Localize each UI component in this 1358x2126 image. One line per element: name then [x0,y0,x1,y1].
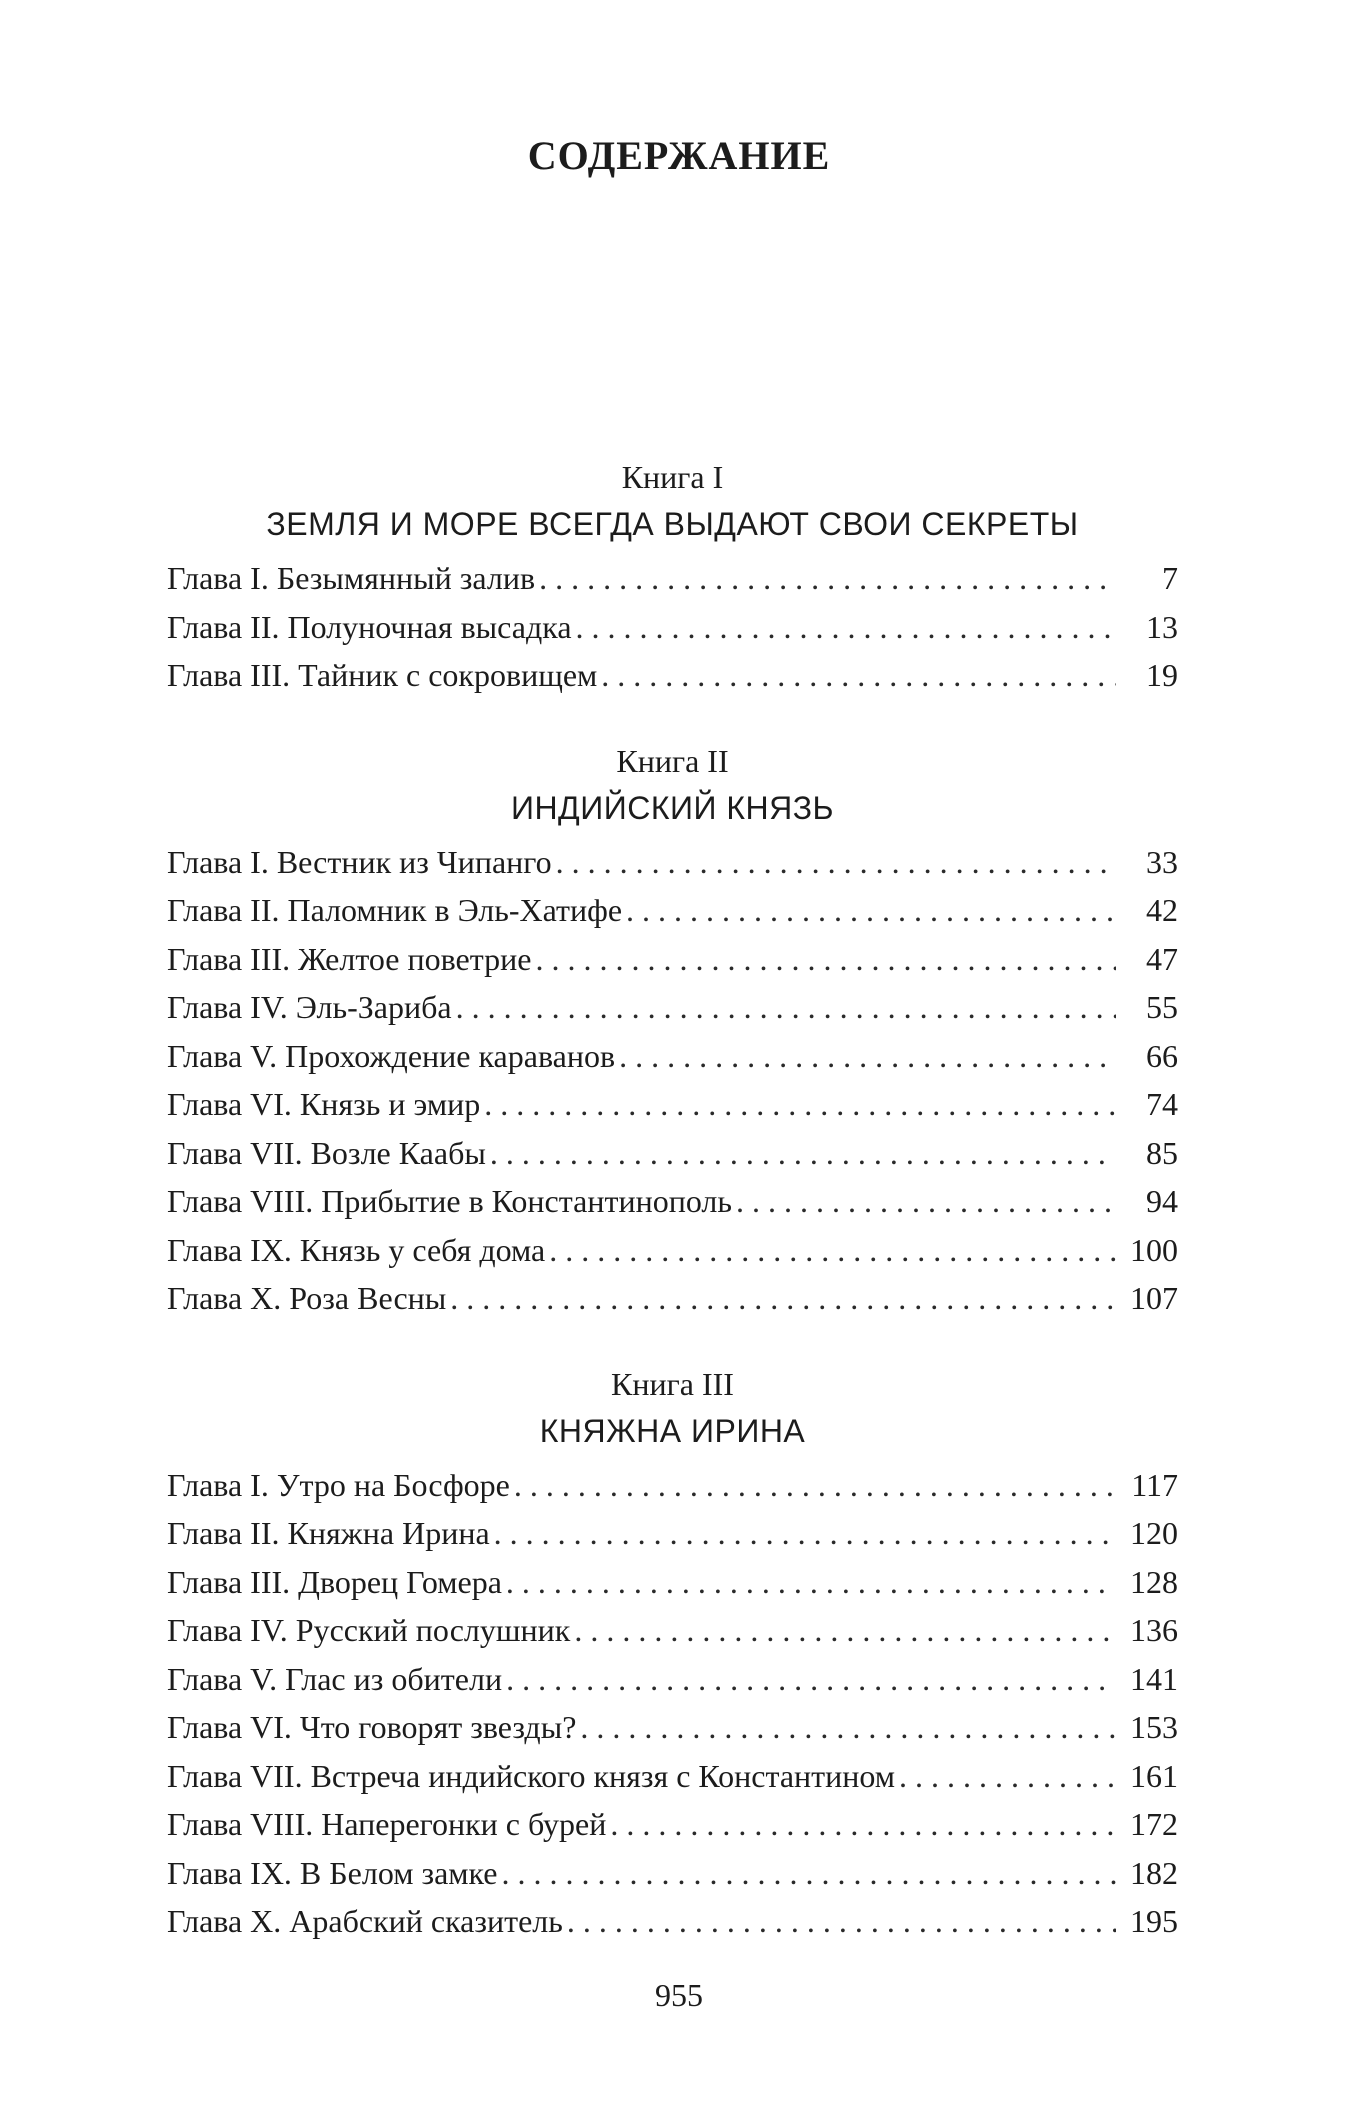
chapter-title: Глава IV. Эль-Зариба [167,989,452,1025]
chapter-title: Глава VI. Что говорят звезды? [167,1709,577,1745]
chapter-title: Глава II. Паломник в Эль-Хатифе [167,892,623,928]
page-number: 955 [655,1977,703,2013]
chapter-page-number: 55 [1146,989,1178,1025]
chapter-page-number: 153 [1130,1709,1178,1745]
chapter-page-number: 85 [1146,1134,1178,1171]
dot-leader [502,1849,1117,1898]
chapter-title: Глава I. Вестник из Чипанго [167,843,552,880]
toc-entry[interactable] [167,603,1178,652]
toc-entry[interactable] [167,1849,1178,1898]
chapter-title: Глава X. Арабский сказитель [167,1903,563,1939]
toc-entry[interactable] [167,554,1178,603]
toc-entry[interactable] [167,838,1178,887]
toc-entry[interactable] [167,886,1178,935]
dot-leader [535,935,1116,984]
chapter-page-number: 33 [1146,843,1178,880]
chapter-title: Глава IX. В Белом замке [167,1854,498,1891]
book-title: ЗЕМЛЯ И МОРЕ ВСЕГДА ВЫДАЮТ СВОИ СЕКРЕТЫ [266,506,1079,542]
toc-entry[interactable] [167,1129,1178,1178]
dot-leader [456,983,1116,1032]
chapter-page-number: 19 [1146,657,1178,693]
toc-entry[interactable] [167,1897,1178,1946]
toc-entry[interactable] [167,1461,1178,1510]
page-title: СОДЕРЖАНИЕ [527,133,831,178]
chapter-page-number: 195 [1130,1903,1178,1939]
chapter-page-number: 94 [1146,1183,1178,1219]
dot-leader [484,1080,1116,1129]
chapter-title: Глава IX. Князь у себя дома [167,1231,546,1268]
dot-leader [610,1800,1116,1849]
chapter-title: Глава II. Княжна Ирина [167,1515,490,1551]
dot-leader [450,1274,1116,1323]
dot-leader [576,603,1116,652]
dot-leader [539,554,1116,603]
chapter-title: Глава VIII. Прибытие в Константинополь [167,1183,732,1219]
chapter-page-number: 161 [1130,1757,1178,1794]
chapter-page-number: 66 [1146,1037,1178,1074]
toc-entry[interactable] [167,1177,1178,1226]
chapter-title: Глава I. Утро на Босфоре [167,1466,510,1503]
table-of-contents [167,454,1178,1984]
dot-leader [736,1177,1116,1226]
toc-entry[interactable] [167,935,1178,984]
chapter-title: Глава III. Дворец Гомера [167,1563,502,1600]
chapter-page-number: 128 [1130,1563,1178,1600]
dot-leader [506,1655,1116,1704]
dot-leader [619,1032,1116,1081]
toc-entry[interactable] [167,1274,1178,1323]
dot-leader [567,1897,1116,1946]
dot-leader [626,886,1116,935]
chapter-title: Глава III. Тайник с сокровищем [167,657,598,693]
chapter-title: Глава VI. Князь и эмир [167,1086,481,1122]
book-section [167,1361,1178,1946]
chapter-page-number: 74 [1146,1086,1178,1122]
chapter-page-number: 136 [1130,1612,1178,1648]
chapter-title: Глава II. Полуночная высадка [167,608,572,645]
book-label: Книга III [611,1365,734,1402]
chapter-page-number: 182 [1130,1854,1178,1891]
toc-entry[interactable] [167,1226,1178,1275]
chapter-title: Глава VII. Встреча индийского князя с Константином [167,1757,896,1794]
toc-entry[interactable] [167,1032,1178,1081]
toc-entry[interactable] [167,651,1178,700]
chapter-title: Глава V. Прохождение караванов [167,1037,616,1074]
chapter-title: Глава V. Глас из обители [167,1660,503,1697]
toc-entry[interactable] [167,1800,1178,1849]
chapter-page-number: 13 [1146,608,1178,645]
chapter-page-number: 172 [1130,1806,1178,1842]
dot-leader [580,1703,1116,1752]
book-title: КНЯЖНА ИРИНА [539,1412,806,1449]
chapter-page-number: 100 [1130,1231,1178,1268]
toc-entry[interactable] [167,983,1178,1032]
toc-entry[interactable] [167,1703,1178,1752]
book-section [167,454,1178,700]
chapter-title: Глава IV. Русский послушник [167,1612,571,1648]
dot-leader [494,1509,1116,1558]
chapter-page-number: 107 [1130,1280,1178,1316]
chapter-page-number: 120 [1130,1515,1178,1551]
toc-entry[interactable] [167,1080,1178,1129]
dot-leader [899,1752,1116,1801]
chapter-title: Глава VIII. Наперегонки с бурей [167,1806,607,1842]
dot-leader [506,1558,1116,1607]
chapter-title: Глава X. Роза Весны [167,1280,447,1316]
toc-entry[interactable] [167,1655,1178,1704]
chapter-page-number: 141 [1130,1660,1178,1697]
chapter-title: Глава I. Безымянный залив [167,560,536,596]
book-section [167,738,1178,1323]
dot-leader [490,1129,1116,1178]
dot-leader [574,1606,1116,1655]
toc-entry[interactable] [167,1606,1178,1655]
toc-entry[interactable] [167,1752,1178,1801]
dot-leader [549,1226,1116,1275]
chapter-page-number: 7 [1162,560,1178,596]
toc-entry[interactable] [167,1558,1178,1607]
book-title: ИНДИЙСКИЙ КНЯЗЬ [510,789,835,826]
chapter-title: Глава III. Желтое поветрие [167,940,532,977]
chapter-title: Глава VII. Возле Каабы [167,1134,486,1171]
chapter-page-number: 42 [1146,892,1178,928]
chapter-page-number: 117 [1131,1466,1178,1503]
book-label: Книга I [621,459,724,495]
dot-leader [601,651,1116,700]
dot-leader [556,838,1116,887]
dot-leader [514,1461,1116,1510]
chapter-page-number: 47 [1146,940,1178,977]
toc-entry[interactable] [167,1509,1178,1558]
book-label: Книга II [616,742,729,779]
